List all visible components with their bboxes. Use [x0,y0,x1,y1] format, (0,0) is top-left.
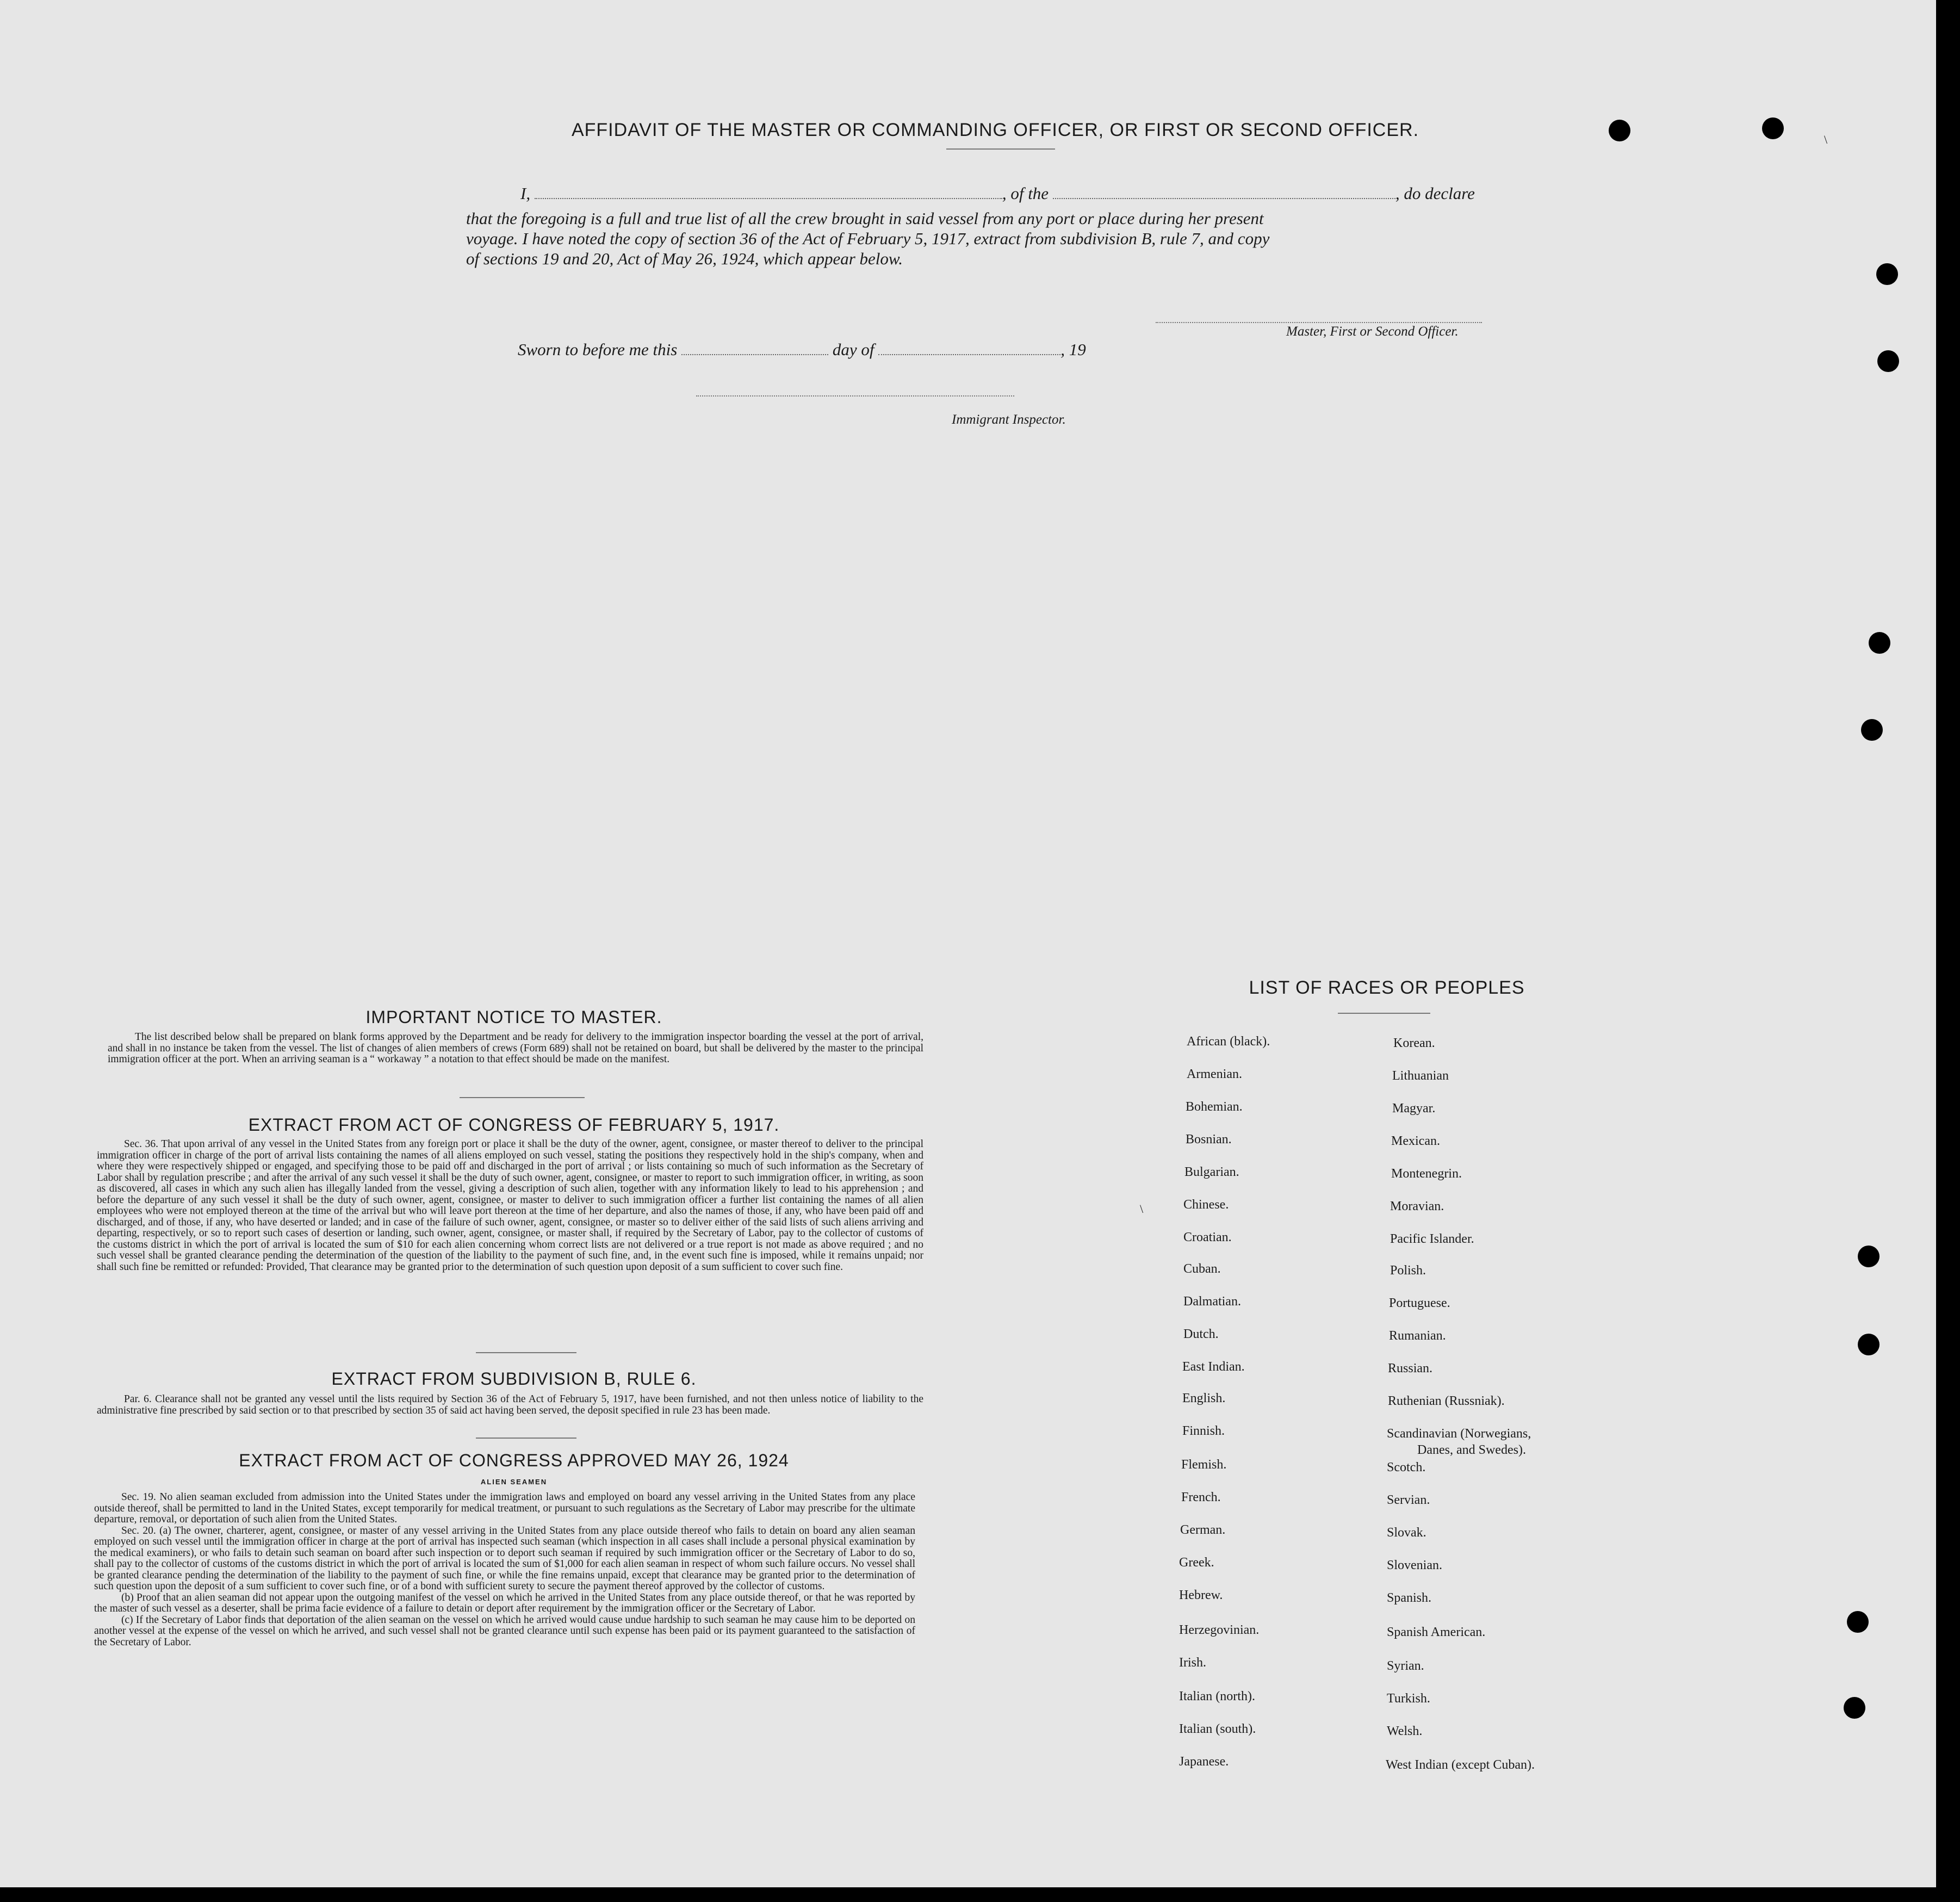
race-item: Rumanian. [1389,1329,1446,1343]
race-item: Italian (north). [1179,1689,1255,1703]
race-item: Greek. [1179,1556,1214,1570]
race-item: African (black). [1187,1034,1270,1049]
race-item: Moravian. [1390,1199,1444,1213]
race-item: Portuguese. [1389,1296,1450,1310]
race-item: Polish. [1390,1263,1426,1278]
extract-1924-heading: EXTRACT FROM ACT OF CONGRESS APPROVED MAY 26, 1924 [239,1451,789,1470]
race-item: Ruthenian (Russniak). [1388,1394,1505,1408]
sworn-line [518,339,1086,360]
extract-1917-heading: EXTRACT FROM ACT OF CONGRESS OF FEBRUARY 5, 1917. [248,1115,780,1135]
sec-20c-text: (c) If the Secretary of Labor finds that deportation of the alien seaman on the vessel on which he arrived would cause undue hardship to such seaman he may cause him to be deported on another vessel at the expense of the vessel on which he arrived, and such vessel shall not be granted clearance until such expense has been paid or its payment guaranteed to the satisfaction of the Secretary of Labor. [94,1614,915,1648]
of-the-label: , of the [1002,184,1049,203]
race-item: Korean. [1393,1036,1435,1050]
affidavit-body-line-2: voyage. I have noted the copy of section 36 of the Act of February 5, 1917, extract from subdivision B, rule 7, and copy [466,229,1270,248]
divider [1338,1013,1430,1014]
race-item: Slovenian. [1387,1558,1442,1572]
race-item: German. [1180,1523,1226,1537]
day-of-label: day of [832,340,874,359]
inspector-caption: Immigrant Inspector. [952,412,1066,427]
year-label: , 19 [1060,340,1086,359]
race-item: Spanish. [1387,1591,1432,1605]
notice-text-block [108,1032,923,1065]
extract-rule6-text: Par. 6. Clearance shall not be granted any vessel until the lists required by Section 36 of the Act of February 5, 1917, have been furnished, and not then unless notice of liability to the administrative fine prescribed by said section or to that prescribed by section 35 of said act having been served, the deposit specified in rule 23 has been made. [97,1393,923,1416]
sec-20b-text: (b) Proof that an alien seaman did not appear upon the outgoing manifest of the vessel on which he arrived in the United States from any place outside thereof, or that he was reported by the master of such vessel as a deserter, shall be prima facie evidence of a failure to detain or deport after requirement by the immigration officer or the Secretary of Labor. [94,1591,915,1614]
alien-seamen-subheading: ALIEN SEAMEN [480,1478,548,1486]
punch-hole [1609,120,1630,141]
affidavit-heading: AFFIDAVIT OF THE MASTER OR COMMANDING OFFICER, OR FIRST OR SECOND OFFICER. [571,120,1419,140]
race-item: Bohemian. [1186,1100,1243,1114]
stray-mark: \ [1140,1202,1144,1216]
master-signature-caption: Master, First or Second Officer. [1286,324,1459,339]
sworn-label: Sworn to before me this [518,340,678,359]
race-item: West Indian (except Cuban). [1386,1758,1535,1772]
race-item: Welsh. [1387,1724,1423,1738]
race-item: Armenian. [1187,1067,1242,1081]
i-label: I, [520,184,531,203]
divider [460,1097,585,1098]
race-item: Syrian. [1387,1659,1424,1673]
race-item: Italian (south). [1179,1722,1256,1736]
punch-hole [1858,1334,1880,1355]
race-item: Magyar. [1392,1101,1436,1116]
punch-hole [1876,263,1898,285]
race-item: Herzegovinian. [1179,1623,1260,1637]
race-item: English. [1182,1391,1226,1405]
race-item: Chinese. [1183,1198,1229,1212]
heading-divider [946,148,1055,150]
extract-1917-block [97,1139,923,1273]
punch-hole [1858,1246,1880,1267]
race-item: East Indian. [1182,1360,1245,1374]
race-item: Croatian. [1183,1230,1232,1244]
race-item: Irish. [1179,1656,1206,1670]
do-declare-label: , do declare [1395,184,1475,203]
punch-hole [1877,350,1899,372]
race-item: Slovak. [1387,1526,1426,1540]
sworn-day-blank[interactable] [681,354,828,355]
affidavit-body-line-3: of sections 19 and 20, Act of May 26, 1924, which appear below. [466,249,903,268]
races-heading: LIST OF RACES OR PEOPLES [1249,977,1525,998]
race-item: Hebrew. [1179,1588,1223,1602]
race-item: Dutch. [1183,1327,1219,1341]
punch-hole [1847,1611,1869,1633]
extract-1924-block [94,1492,915,1648]
extract-1917-text: Sec. 36. That upon arrival of any vessel in the United States from any foreign port or place it shall be the duty of the owner, agent, consignee, or master thereof to deliver to the principal immigration officer in charge of the port of arrival lists containing the names of all aliens employed on such vessel, stating the positions they respectively hold in the ship's company, when and where they were respectively shipped or engaged, and specifying those to be paid off and discharged in the port of arrival ; or lists containing so much of such information as the Secretary of Labor shall by regulation prescribe ; and after the arrival of any such vessel it shall be the duty of such owner, agent, consignee, or master to report to such immigration officer, in writing, as soon as discovered, all cases in which any such alien has illegally landed from the vessel, giving a description of such alien, together with any information likely to lead to his apprehension ; and before the departure of any such vessel it shall be the duty of such owner, agent, consignee, or master to deliver to such immigration officer a further list containing the names of all alien employees who were not employed thereon at the time of the arrival but who will leave port thereon at the time of her departure, and also the names of those, if any, who have been paid off and discharged, and of those, if any, who have deserted or landed; and in case of the failure of such owner, agent, consignee, or master so to deliver either of the said lists of such aliens arriving and departing, respectively, or so to report such cases of desertion or landing, such owner, agent, consignee, or master shall, if required by the Secretary of Labor, pay to the collector of customs of the customs district in which the port of arrival is located the sum of $10 for each alien concerning whom correct lists are not delivered or a true report is not made as above required ; and no such vessel shall be granted clearance pending the determination of the question of the liability to the payment of such fine, and, in the event such fine is imposed, while it remains unpaid; nor shall such fine be remitted or refunded: Provided, That clearance may be granted prior to the determination of such question upon deposit of a sum sufficient to cover such fine. [97,1138,923,1273]
race-item: Lithuanian [1392,1069,1449,1083]
punch-hole [1869,632,1890,654]
sec-19-text: Sec. 19. No alien seaman excluded from admission into the United States under the immigration laws and employed on board any vessel arriving in the United States from any place outside thereof, shall be permitted to land in the United States, except temporarily for medical treatment, or pursuant to such regulations as the Secretary of Labor may prescribe for the ultimate departure, removal, or deportation of such alien from the United States. [94,1491,915,1525]
extract-rule6-heading: EXTRACT FROM SUBDIVISION B, RULE 6. [331,1369,697,1389]
race-item: Dalmatian. [1183,1294,1241,1309]
inspector-signature-line[interactable] [696,395,1014,396]
notice-heading: IMPORTANT NOTICE TO MASTER. [365,1007,662,1027]
race-item: Spanish American. [1387,1625,1486,1639]
affidavit-body-line-1: that the foregoing is a full and true list of all the crew brought in said vessel from any port or place during her present [466,209,1264,228]
divider [476,1352,576,1353]
race-item: Finnish. [1182,1424,1225,1438]
punch-hole [1844,1697,1865,1719]
master-signature-line[interactable] [1156,322,1482,323]
vessel-blank[interactable] [1053,197,1395,199]
race-item: Danes, and Swedes). [1417,1443,1526,1457]
race-item: French. [1181,1490,1221,1504]
notice-text: The list described below shall be prepared on blank forms approved by the Department and be ready for delivery to the immigration inspector boarding the vessel at the port of arrival, and shall in no instance be taken from the vessel. The list of changes of alien members of crews (Form 689) shall not be retained on board, but shall be delivered by the master to the principal immigration officer at the port. When an arriving seaman is a “ workaway ” a notation to that effect should be made on the manifest. [108,1031,923,1065]
punch-hole [1861,719,1883,741]
sworn-month-blank[interactable] [878,354,1060,355]
race-item: Turkish. [1387,1692,1430,1706]
race-item: Montenegrin. [1391,1167,1462,1181]
affidavit-declaration-line [520,183,1527,203]
race-item: Japanese. [1179,1755,1229,1769]
race-item: Pacific Islander. [1390,1232,1474,1246]
race-item: Scotch. [1387,1460,1426,1474]
extract-rule6-block [97,1394,923,1416]
race-item: Bosnian. [1186,1132,1232,1147]
race-item: Bulgarian. [1184,1165,1239,1179]
sec-20a-text: Sec. 20. (a) The owner, charterer, agent, consignee, or master of any vessel arriving in the United States from any place outside thereof who fails to detain on board any alien seaman employed on such vessel until the immigration officer in charge at the port of arrival has inspected such seaman (which inspection in all cases shall include a personal physical examination by the medical examiners), or who fails to detain such seaman on board after such inspection or to deport such seaman if required by such immigration officer or the Secretary of Labor to do so, shall pay to the collector of customs of the customs district in which the port of arrival is located the sum of $1,000 for each alien seaman in respect of whom such failure occurs. No vessel shall be granted clearance pending the determination of the liability to the payment of such fine, or while the fine remains unpaid, except that clearance may be granted prior to the determination of such question upon the deposit of a sum sufficient to cover such fine, or of a bond with sufficient surety to secure the payment thereof approved by the collector of customs. [94,1525,915,1592]
race-item: Cuban. [1183,1262,1221,1276]
race-item: Servian. [1387,1493,1430,1507]
race-item: Mexican. [1391,1134,1440,1148]
race-item: Scandinavian (Norwegians, [1387,1427,1531,1441]
race-item: Russian. [1388,1361,1433,1376]
punch-hole [1762,117,1784,139]
stray-mark: \ [1824,133,1828,146]
divider [476,1438,576,1439]
name-blank[interactable] [535,197,1002,199]
race-item: Flemish. [1181,1458,1227,1472]
